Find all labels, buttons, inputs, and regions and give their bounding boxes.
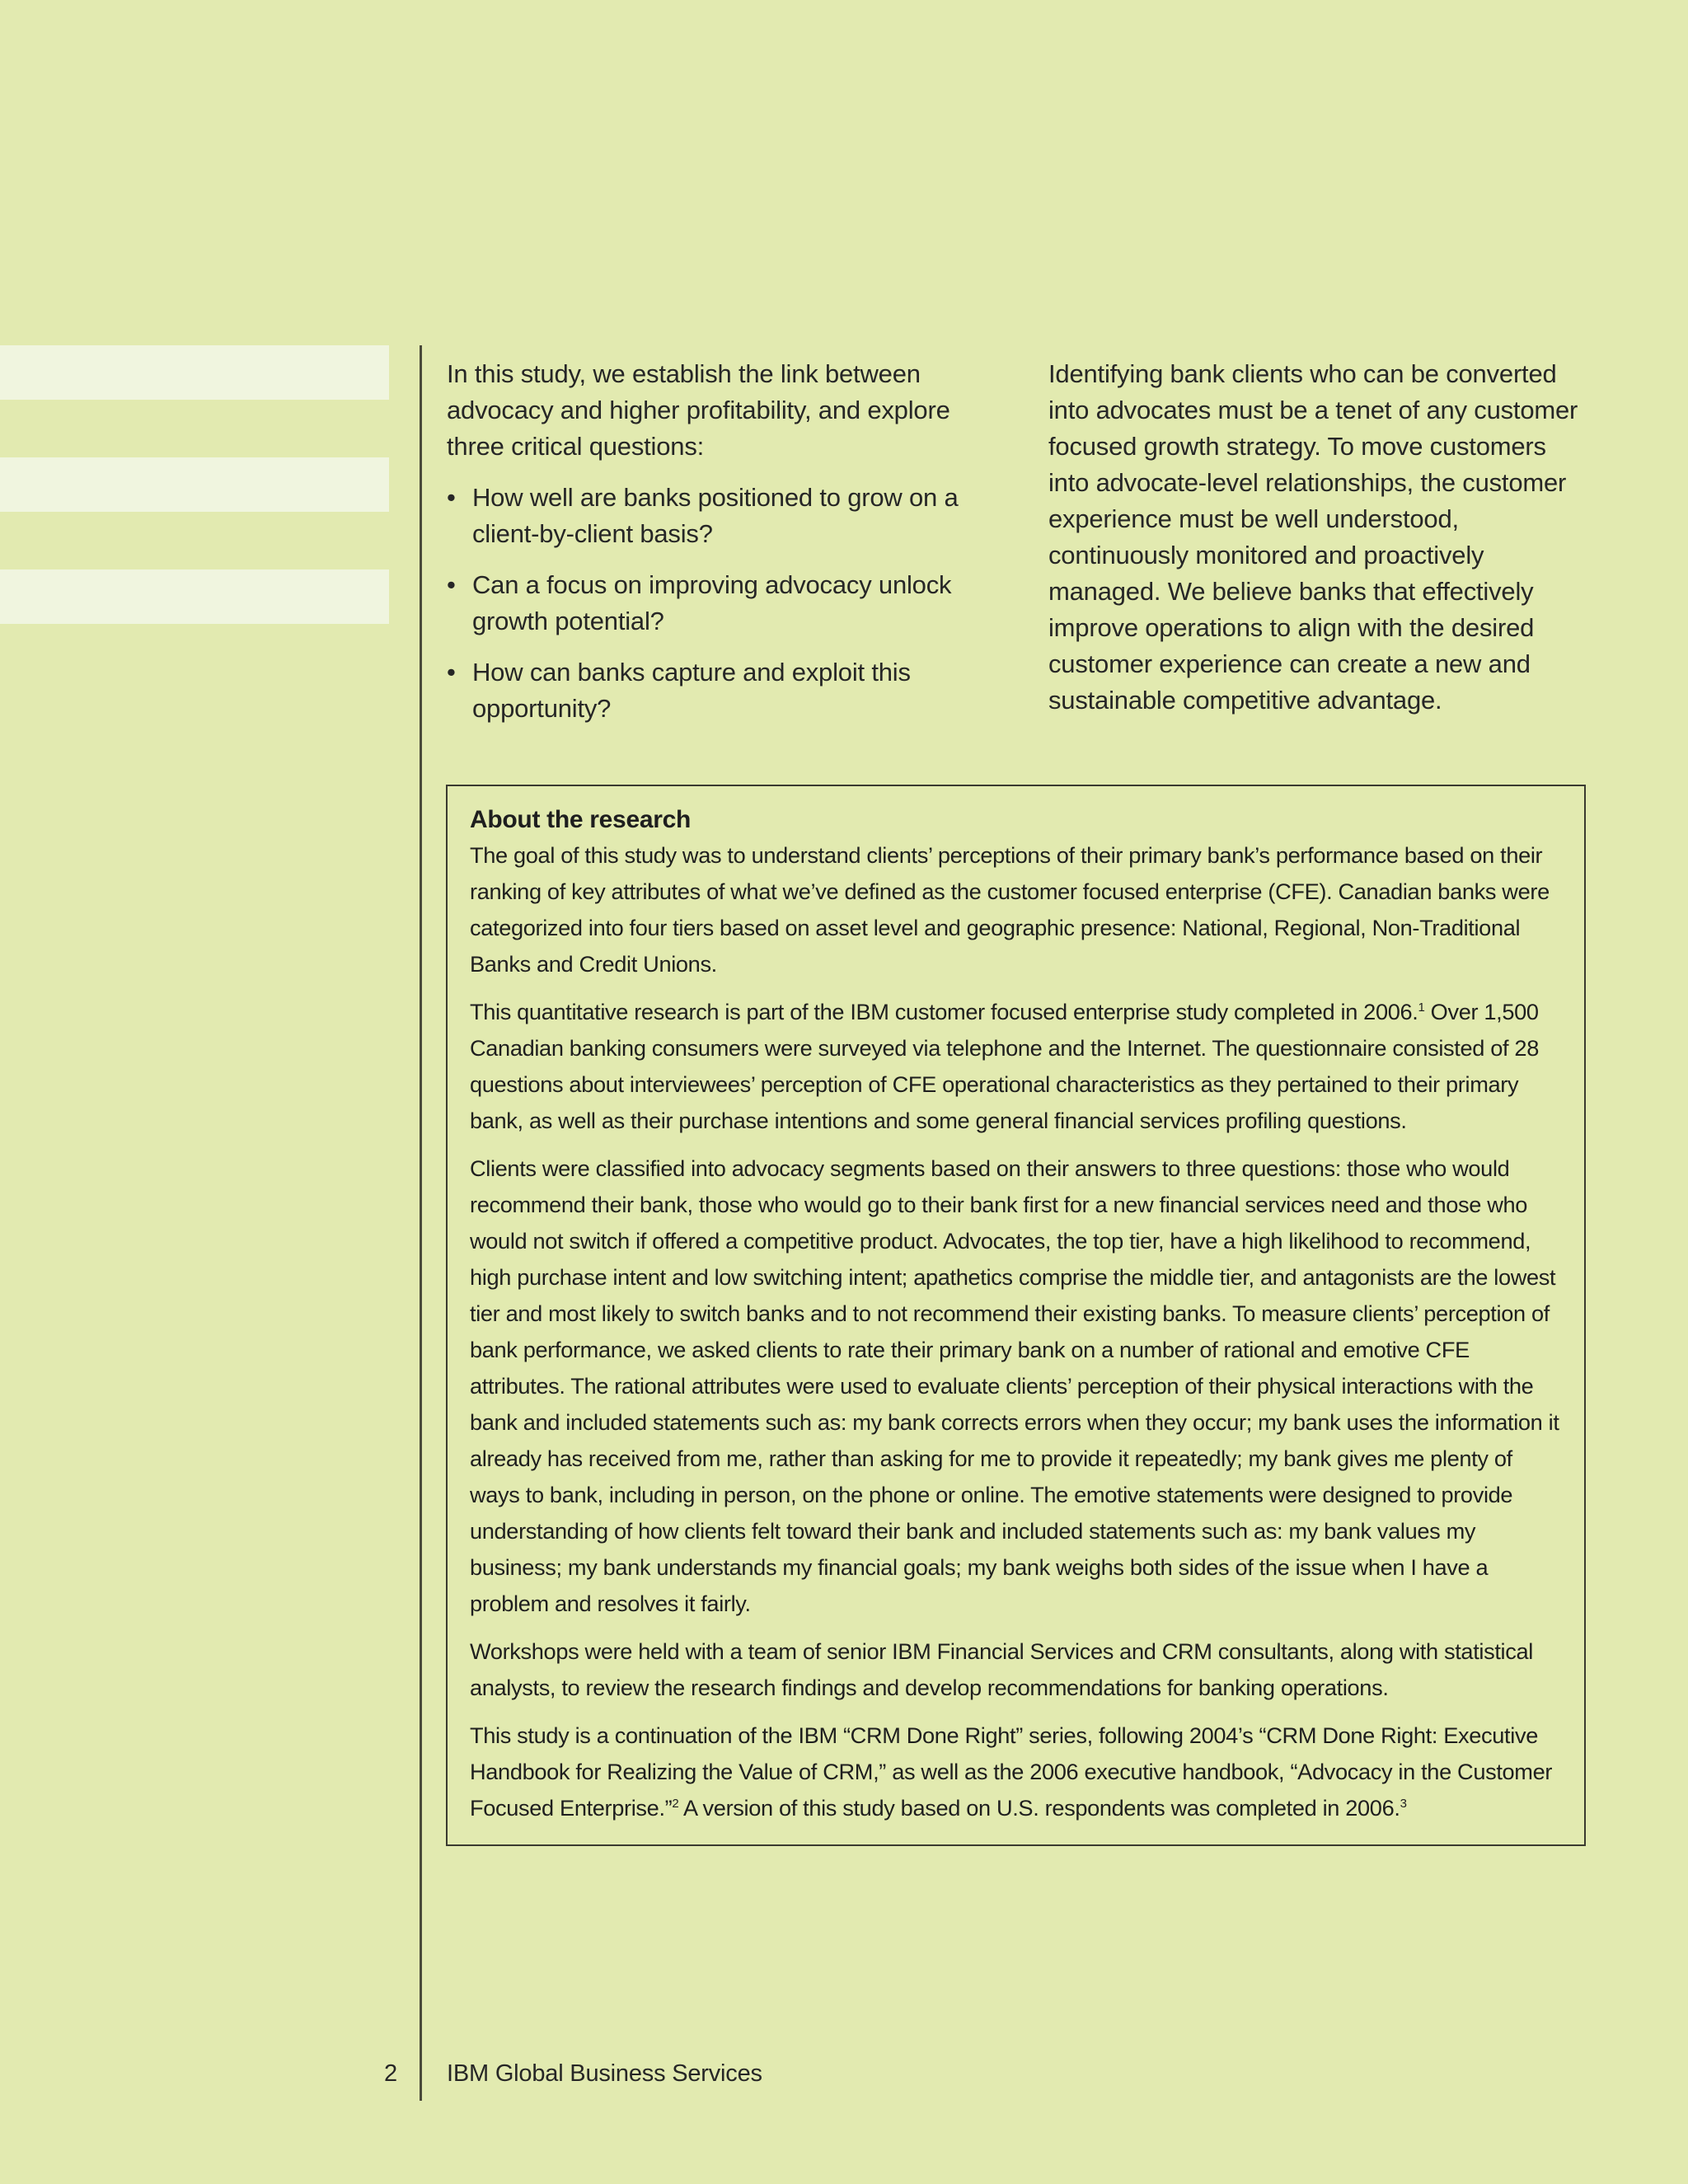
advocacy-paragraph: Identifying bank clients who can be converted into advocates must be a tenet of any customer focused growth strategy. To move customers into advocate-level relationships, the customer experience must be well understood, continuously monitored and proactively managed. We believe banks that effectively improve operations to align with the desired customer experience can create a new and sustainable competitive advantage. bbox=[1048, 359, 1578, 715]
questions-list bbox=[447, 480, 991, 727]
research-text: A version of this study based on U.S. respondents was completed in 2006. bbox=[678, 1795, 1400, 1821]
research-paragraph-quantitative bbox=[470, 994, 1563, 1139]
list-item bbox=[447, 654, 991, 727]
research-box bbox=[446, 785, 1586, 1846]
research-text: Over 1,500 Canadian banking consumers were surveyed via telephone and the Internet. The questionnaire consisted of 28 questions about interviewees’ perception of CFE operational characteristics as they pertained to their primary bank, as well as their purchase intentions and some general financial services profiling questions. bbox=[470, 999, 1539, 1133]
footer-title: IBM Global Business Services bbox=[447, 2060, 762, 2087]
decorative-band-3 bbox=[0, 569, 389, 624]
list-item bbox=[447, 567, 991, 640]
bullet-text: How can banks capture and exploit this opportunity? bbox=[472, 658, 911, 723]
page-number: 2 bbox=[384, 2060, 398, 2087]
research-paragraph-segments: Clients were classified into advocacy segments based on their answers to three questions: those who would recommend their bank, those who would go to their bank first for a new financial services need and those who would not switch if offered a competitive product. Advocates, the top tier, have a high likelihood to recommend, high purchase intent and low switching intent; apathetics comprise the middle tier, and antagonists are the lowest tier and most likely to switch banks and to not recommend their existing banks. To measure clients’ perception of bank performance, we asked clients to rate their primary bank on a number of rational and emotive CFE attributes. The rational attributes were used to evaluate clients’ perception of their physical interactions with the bank and included statements such as: my bank corrects errors when they occur; my bank uses the information it already has received from me, rather than asking for me to provide it repeatedly; my bank gives me plenty of ways to bank, including in person, on the phone or online. The emotive statements were designed to provide understanding of how clients felt toward their bank and included statements such as: my bank values my business; my bank understands my financial goals; my bank weighs both sides of the issue when I have a problem and resolves it fairly. bbox=[470, 1155, 1559, 1616]
footnote-marker: 1 bbox=[1418, 1000, 1425, 1015]
list-item bbox=[447, 480, 991, 552]
bullet-text: How well are banks positioned to grow on a client-by-client basis? bbox=[472, 483, 959, 548]
footnote-marker: 3 bbox=[1400, 1796, 1407, 1811]
research-paragraph-series bbox=[470, 1718, 1563, 1826]
footnote-marker: 2 bbox=[672, 1796, 679, 1811]
intro-paragraph: In this study, we establish the link between advocacy and higher profitability, and explore three critical questions: bbox=[447, 359, 950, 461]
decorative-band-2 bbox=[0, 457, 389, 512]
bullet-icon: • bbox=[447, 483, 456, 512]
research-paragraph-goal: The goal of this study was to understand clients’ perceptions of their primary bank’s performance based on their ranking of key attributes of what we’ve defined as the customer focused enterprise (CFE). Canadian banks were categorized into four tiers based on asset level and geographic presence: National, Regional, Non-Traditional Banks and Credit Unions. bbox=[470, 842, 1550, 977]
bullet-icon: • bbox=[447, 658, 456, 687]
intro-right-column bbox=[1048, 356, 1592, 719]
vertical-rule bbox=[420, 345, 422, 2101]
research-text: This quantitative research is part of the IBM customer focused enterprise study completed in 2006. bbox=[470, 999, 1418, 1024]
research-paragraph-workshops: Workshops were held with a team of senior IBM Financial Services and CRM consultants, along with statistical analysts, to review the research findings and develop recommendations for banking operations. bbox=[470, 1638, 1533, 1700]
intro-left-column bbox=[447, 356, 991, 742]
bullet-text: Can a focus on improving advocacy unlock growth potential? bbox=[472, 570, 952, 635]
research-heading: About the research bbox=[470, 806, 691, 833]
decorative-band-1 bbox=[0, 345, 389, 400]
bullet-icon: • bbox=[447, 570, 456, 599]
research-text: This study is a continuation of the IBM “CRM Done Right” series, following 2004’s “CRM Done Right: Executive Handbook for Realizing the Value of CRM,” as well as the 2006 executive handbook, “Advocacy in the Customer Focused Enterprise.” bbox=[470, 1722, 1553, 1821]
